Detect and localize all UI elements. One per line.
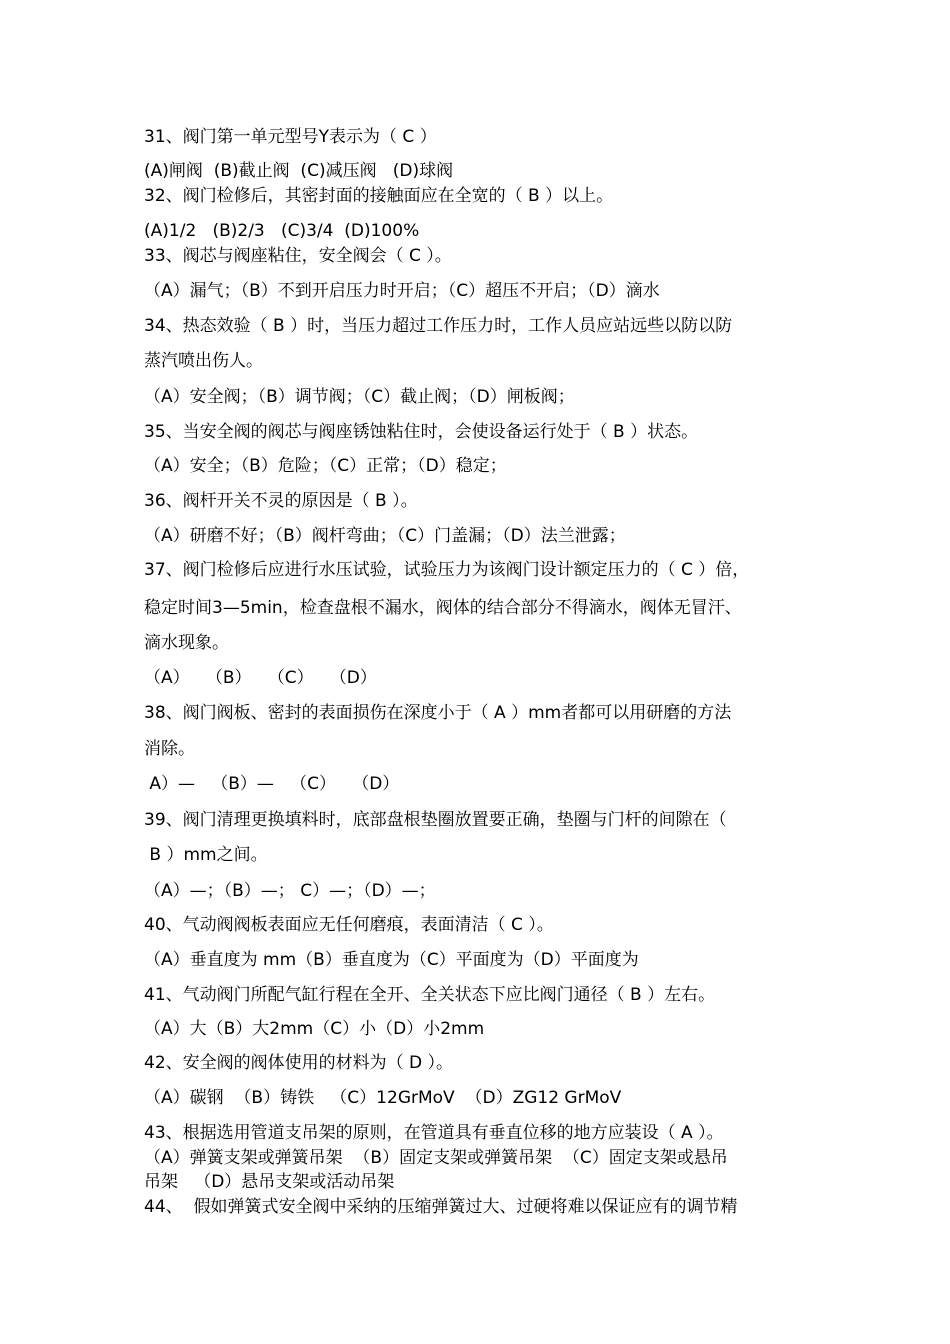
text-line: 33、阀芯与阀座粘住，安全阀会（ C ）。 (144, 246, 452, 266)
text-line: 滴水现象。 (144, 633, 229, 653)
text-line: 44、 假如弹簧式安全阀中采纳的压缩弹簧过大、过硬将难以保证应有的调节精 (144, 1197, 738, 1217)
text-line: 蒸汽喷出伤人。 (144, 351, 263, 371)
text-line: （A）—；（B）—； C）—；（D）—； (144, 881, 436, 901)
text-line: （A）垂直度为 mm（B）垂直度为（C）平面度为（D）平面度为 (144, 950, 639, 970)
text-line: 吊架 （D）悬吊支架或活动吊架 (144, 1172, 395, 1192)
text-line: （A） （B） （C） （D） (144, 668, 377, 688)
text-line: （A）安全；（B）危险；（C）正常；（D）稳定； (144, 456, 507, 476)
text-line: （A）碳钢 （B）铸铁 （C）12GrMoV （D）ZG12 GrMoV (144, 1088, 622, 1108)
text-line: B ）mm之间。 (144, 845, 268, 865)
text-line: 32、阀门检修后，其密封面的接触面应在全宽的（ B ）以上。 (144, 186, 614, 206)
text-line: （A）弹簧支架或弹簧吊架 （B）固定支架或弹簧吊架 （C）固定支架或悬吊 (144, 1148, 728, 1168)
text-line: 35、当安全阀的阀芯与阀座锈蚀粘住时，会使设备运行处于（ B ）状态。 (144, 422, 699, 442)
text-line: 36、阀杆开关不灵的原因是（ B ）。 (144, 491, 418, 511)
text-line: （A）漏气；（B）不到开启压力时开启；（C）超压不开启；（D）滴水 (144, 281, 660, 301)
text-line: 39、阀门清理更换填料时，底部盘根垫圈放置要正确，垫圈与门杆的间隙在（ (144, 810, 727, 830)
text-line: 37、阀门检修后应进行水压试验，试验压力为该阀门设计额定压力的（ C ）倍， (144, 560, 750, 580)
text-line: 34、热态效验（ B ）时，当压力超过工作压力时，工作人员应站远些以防以防 (144, 316, 733, 336)
text-line: （A）大（B）大2mm（C）小（D）小2mm (144, 1019, 485, 1039)
text-line: （A）研磨不好；（B）阀杆弯曲；（C）门盖漏；（D）法兰泄露； (144, 526, 626, 546)
text-line: 41、气动阀门所配气缸行程在全开、全关状态下应比阀门通径（ B ）左右。 (144, 985, 716, 1005)
text-line: 38、阀门阀板、密封的表面损伤在深度小于（ A ）mm者都可以用研磨的方法 (144, 703, 732, 723)
text-line: (A)1/2 (B)2/3 (C)3/4 (D)100% (144, 221, 420, 241)
text-line: 31、阀门第一单元型号Y表示为（ C ） (144, 127, 437, 147)
text-line: 40、气动阀阀板表面应无任何磨痕，表面清洁（ C ）。 (144, 915, 554, 935)
text-line: 43、根据选用管道支吊架的原则，在管道具有垂直位移的地方应装设（ A ）。 (144, 1123, 724, 1143)
text-line: （A）安全阀；（B）调节阀；（C）截止阀；（D）闸板阀； (144, 387, 575, 407)
text-line: 消除。 (144, 739, 195, 759)
text-line: 42、安全阀的阀体使用的材料为（ D ）。 (144, 1053, 454, 1073)
text-line: 稳定时间3—5min，检查盘根不漏水，阀体的结合部分不得滴水，阀体无冒汗、 (144, 598, 742, 618)
text-line: (A)闸阀 (B)截止阀 (C)减压阀 (D)球阀 (144, 161, 454, 181)
text-line: A）— （B）— （C） （D） (144, 774, 400, 794)
